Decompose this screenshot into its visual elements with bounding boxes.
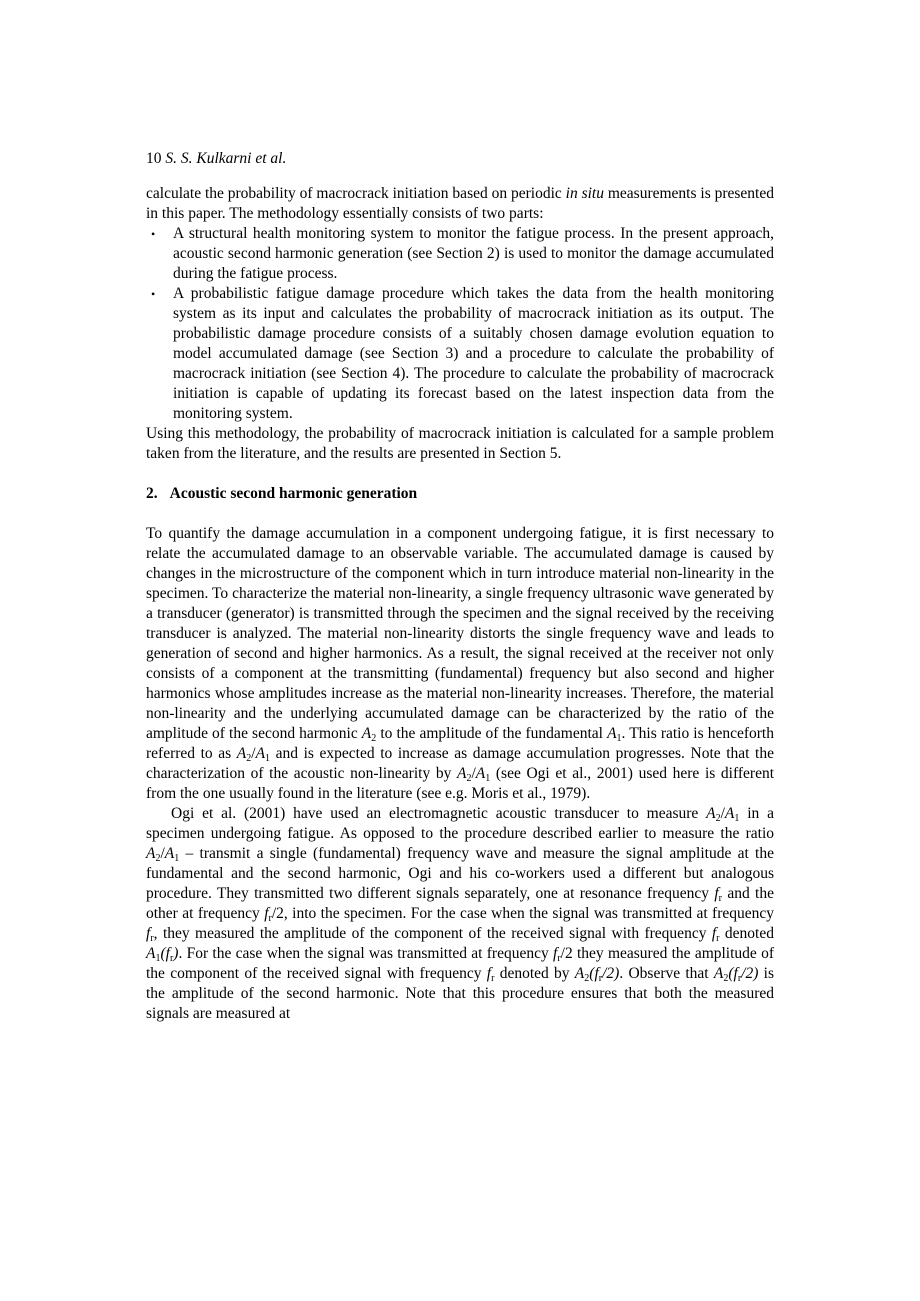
math-symbol: r	[737, 973, 742, 984]
page	[146, 148, 774, 1024]
math-symbol: A	[713, 965, 724, 982]
math-symbol: /	[720, 805, 725, 822]
running-head	[146, 148, 774, 170]
text-run: , they measured the amplitude of the component of the received signal with frequency	[153, 925, 712, 942]
math-symbol: )	[614, 965, 620, 982]
text-run: , into the specimen. For the case when the signal was transmitted at frequency	[283, 905, 775, 922]
math-symbol: )	[173, 945, 179, 962]
math-symbol: f	[165, 945, 170, 962]
math-symbol: r	[268, 913, 272, 924]
list-item: • A probabilistic fatigue damage procedure which takes the data from the health monitoring system as its input and calculates the probability of macrocrack initiation as its output. The probabilistic damage procedure consists of a suitably chosen damage evolution equation to model accumulated damage (see Section 3) and a procedure to calculate the probability of macrocrack initiation (see Section 4). The procedure to calculate the probability of macrocrack initiation is capable of updating its forecast based on the latest inspection data from the monitoring system.	[151, 285, 774, 422]
math-symbol: A	[146, 845, 156, 862]
running-head-authors: S. S. Kulkarni et al.	[165, 150, 287, 167]
math-symbol: 1	[174, 853, 180, 864]
math-symbol: (	[160, 945, 166, 962]
math-symbol: 1	[155, 953, 161, 964]
math-symbol: A	[475, 765, 486, 782]
section-paragraph	[146, 804, 774, 1024]
math-symbol: A	[361, 725, 372, 742]
math-symbol: r	[491, 973, 495, 984]
math-symbol: r	[598, 973, 603, 984]
math-symbol: r	[169, 953, 174, 964]
math-symbol: f	[714, 885, 719, 902]
text-run: they measured the amplitude of the component of the received signal with frequency	[146, 945, 774, 982]
math-symbol: A	[255, 745, 266, 762]
math-symbol: f	[711, 925, 717, 942]
math-symbol: 2	[584, 973, 590, 984]
math-symbol: 2	[371, 733, 377, 744]
math-symbol: r	[150, 933, 154, 944]
text-run: and the other at frequency	[146, 885, 774, 922]
math-symbol: (	[728, 965, 734, 982]
text-run: Ogi et al. (2001) have used an electromagnetic acoustic transducer to measure	[171, 805, 707, 822]
bullet-icon: •	[151, 287, 156, 301]
math-symbol: 2	[723, 973, 729, 984]
math-symbol: f	[733, 965, 738, 982]
math-symbol: f	[264, 905, 269, 922]
text-run: denoted	[719, 925, 774, 942]
math-symbol: )	[753, 965, 759, 982]
text-run: in a specimen undergoing fatigue. As opposed to the procedure described earlier to measure the ratio	[146, 805, 774, 842]
math-symbol: /	[471, 765, 476, 782]
math-symbol: A	[236, 745, 247, 762]
math-symbol: A	[146, 945, 156, 962]
math-symbol: 1	[734, 813, 740, 824]
section-heading	[146, 484, 774, 504]
math-symbol: A	[457, 765, 467, 782]
math-symbol: f	[146, 925, 151, 942]
page-number: 10	[146, 150, 162, 167]
math-symbol: A	[607, 725, 617, 742]
math-symbol: f	[486, 965, 492, 982]
list-item: • A structural health monitoring system to monitor the fatigue process. In the present approach, acoustic second harmonic generation (see Section 2) is used to monitor the damage accumulated during the fatigue process.	[151, 225, 774, 282]
math-symbol: A	[706, 805, 716, 822]
text-run: is the amplitude of the second harmonic. Note that this procedure ensures that both the measured signals are measured at	[146, 965, 775, 1022]
text-run: to the amplitude of the fundamental	[376, 725, 608, 742]
section-number: 2.	[146, 485, 158, 502]
text-run: . Observe that	[619, 965, 714, 982]
math-symbol: /2	[560, 945, 573, 962]
math-symbol: (	[589, 965, 595, 982]
math-symbol: A	[164, 845, 175, 862]
intro-paragraph: calculate the probability of macrocrack initiation based on periodic in situ measurements is presented in this paper. The methodology essentially consists of two parts:	[146, 185, 774, 222]
math-symbol: 1	[265, 753, 271, 764]
math-symbol: r	[716, 933, 720, 944]
text-run: . For the case when the signal was transmitted at frequency	[178, 945, 553, 962]
text-run: To quantify the damage accumulation in a component undergoing fatigue, it is first necessary to relate the accumulated damage to an observable variable. The accumulated damage is caused by changes in the microstructure of the component which in turn introduce material non-linearity in the specimen. To characterize the material non-linearity, a single frequency ultrasonic wave generated by a transducer (generator) is transmitted through the specimen and the signal received by the receiving transducer is analyzed. The material non-linearity distorts the single frequency wave and leads to generation of second and higher harmonics. As a result, the signal received at the receiver not only consists of a component at the transmitting (fundamental) frequency but also second and higher harmonics whose amplitudes increase as the material non-linearity increases. Therefore, the material non-linearity and the underlying accumulated damage can be characterized by the ratio of the amplitude of the second harmonic	[146, 525, 774, 742]
text-run: denoted by	[494, 965, 575, 982]
intro-closing-paragraph: Using this methodology, the probability of macrocrack initiation is calculated for a sample problem taken from the literature, and the results are presented in Section 5.	[146, 425, 774, 462]
math-symbol: 2	[466, 773, 472, 784]
math-symbol: /	[160, 845, 165, 862]
math-symbol: f	[553, 945, 558, 962]
bullet-icon: •	[151, 227, 156, 241]
math-symbol: f	[594, 965, 599, 982]
math-symbol: 1	[485, 773, 491, 784]
math-symbol: /2	[271, 905, 284, 922]
math-symbol: A	[574, 965, 585, 982]
math-symbol: A	[724, 805, 735, 822]
math-symbol: r	[557, 953, 561, 964]
text-run: – transmit a single (fundamental) frequency wave and measure the signal amplitude at the fundamental and the second harmonic, Ogi and his co-workers used a different but analogous procedure. They transmitted two different signals separately, one at resonance frequency	[146, 845, 774, 902]
math-symbol: r	[718, 893, 722, 904]
section-paragraph	[146, 524, 774, 804]
math-symbol: 1	[616, 733, 622, 744]
methodology-list	[146, 224, 774, 424]
text-run: . This ratio is henceforth referred to as	[146, 725, 774, 762]
math-symbol: /2	[602, 965, 615, 982]
text-run: and is expected to increase as damage accumulation progresses. Note that the characterization of the acoustic non-linearity by	[146, 745, 774, 782]
math-symbol: 2	[715, 813, 721, 824]
math-symbol: /	[251, 745, 256, 762]
text-run: (see Ogi et al., 2001) used here is different from the one usually found in the literature (see e.g. Moris et al., 1979).	[146, 765, 774, 802]
math-symbol: /2	[741, 965, 754, 982]
section-title: Acoustic second harmonic generation	[169, 485, 418, 502]
math-symbol: 2	[246, 753, 252, 764]
math-symbol: 2	[155, 853, 161, 864]
